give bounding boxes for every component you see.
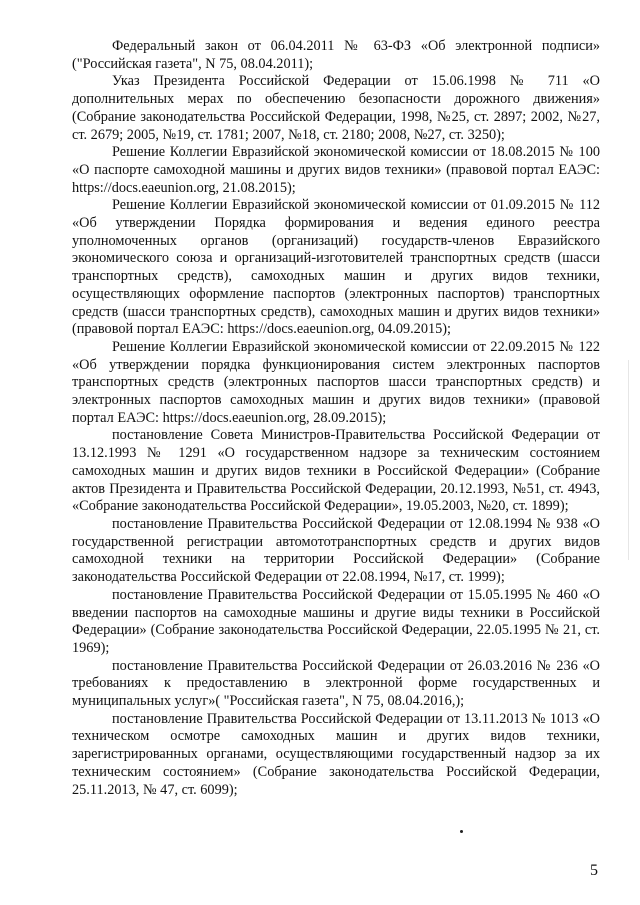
paragraph-resolution-938: постановление Правительства Российской Федерации от 12.08.1994 № 938 «О государственной регистрации автомототранспортных средств и других видов самоходной техники на территории Российской Федерации» (Собрание законодательства Российской Федерации от 22.08.1994, №17, ст. 1999); (72, 515, 600, 586)
scan-edge-mark (628, 360, 629, 560)
paragraph-resolution-1013: постановление Правительства Российской Федерации от 13.11.2013 № 1013 «О техническом осмотре самоходных машин и других видов техники, зарегистрированных органами, осуществляющими государственный надзор за их техническим состоянием» (Собрание законодательства Российской Федерации, 25.11.2013, № 47, ст. 6099); (72, 710, 600, 798)
paragraph-eec-decision-112: Решение Коллегии Евразийской экономической комиссии от 01.09.2015 № 112 «Об утверждении Порядка формирования и ведения единого реестра уполномоченных органов (организаций) государств-членов Евразийского экономического союза и организаций-изготовителей транспортных средств (шасси транспортных средств), самоходных машин и других видов техники, осуществляющих оформление паспортов (электронных паспортов) транспортных средств (шасси транспортных средств), самоходных машин и других видов техники» (правовой портал ЕАЭС: https://docs.eaeunion.org, 04.09.2015); (72, 197, 600, 338)
paragraph-federal-law-63: Федеральный закон от 06.04.2011 № 63-ФЗ «Об электронной подписи» ("Российская газета", N 75, 08.04.2011); (72, 38, 600, 72)
paragraph-resolution-1291: постановление Совета Министров-Правительства Российской Федерации от 13.12.1993 № 1291 «О государственном надзоре за техническим состоянием самоходных машин и других видов техники в Российской Федерации» (Собрание актов Президента и Правительства Российской Федерации, 20.12.1993, №51, ст. 4943, «Собрание законодательства Российской Федерации», 19.05.2003, №20, ст. 1899); (72, 427, 600, 515)
paragraph-resolution-236: постановление Правительства Российской Федерации от 26.03.2016 № 236 «О требованиях к предоставлению в электронной форме государственных и муниципальных услуг»( "Российская газета", N 75, 08.04.2016,); (72, 657, 600, 710)
paragraph-resolution-460: постановление Правительства Российской Федерации от 15.05.1995 № 460 «О введении паспортов на самоходные машины и другие виды техники в Российской Федерации» (Собрание законодательства Российской Федерации, 22.05.1995 № 21, ст. 1969); (72, 586, 600, 656)
paragraph-eec-decision-100: Решение Коллегии Евразийской экономической комиссии от 18.08.2015 № 100 «О паспорте самоходной машины и других видов техники» (правовой портал ЕАЭС: https://docs.eaeunion.org, 21.08.2015); (72, 144, 600, 196)
legal-references-list (72, 38, 600, 799)
paragraph-eec-decision-122: Решение Коллегии Евразийской экономической комиссии от 22.09.2015 № 122 «Об утверждении порядка функционирования систем электронных паспортов транспортных средств (электронных паспортов шасси транспортных средств) и электронных паспортов самоходных машин и других видов техники» (правовой портал ЕАЭС: https://docs.eaeunion.org, 28.09.2015); (72, 338, 600, 426)
page-number: 5 (590, 862, 598, 879)
scan-speck (460, 830, 463, 833)
paragraph-presidential-decree-711: Указ Президента Российской Федерации от 15.06.1998 № 711 «О дополнительных мерах по обеспечению безопасности дорожного движения» (Собрание законодательства Российской Федерации, 1998, №25, ст. 2897; 2002, №27, ст. 2679; 2005, №19, ст. 1781; 2007, №18, ст. 2180; 2008, №27, ст. 3250); (72, 73, 600, 143)
